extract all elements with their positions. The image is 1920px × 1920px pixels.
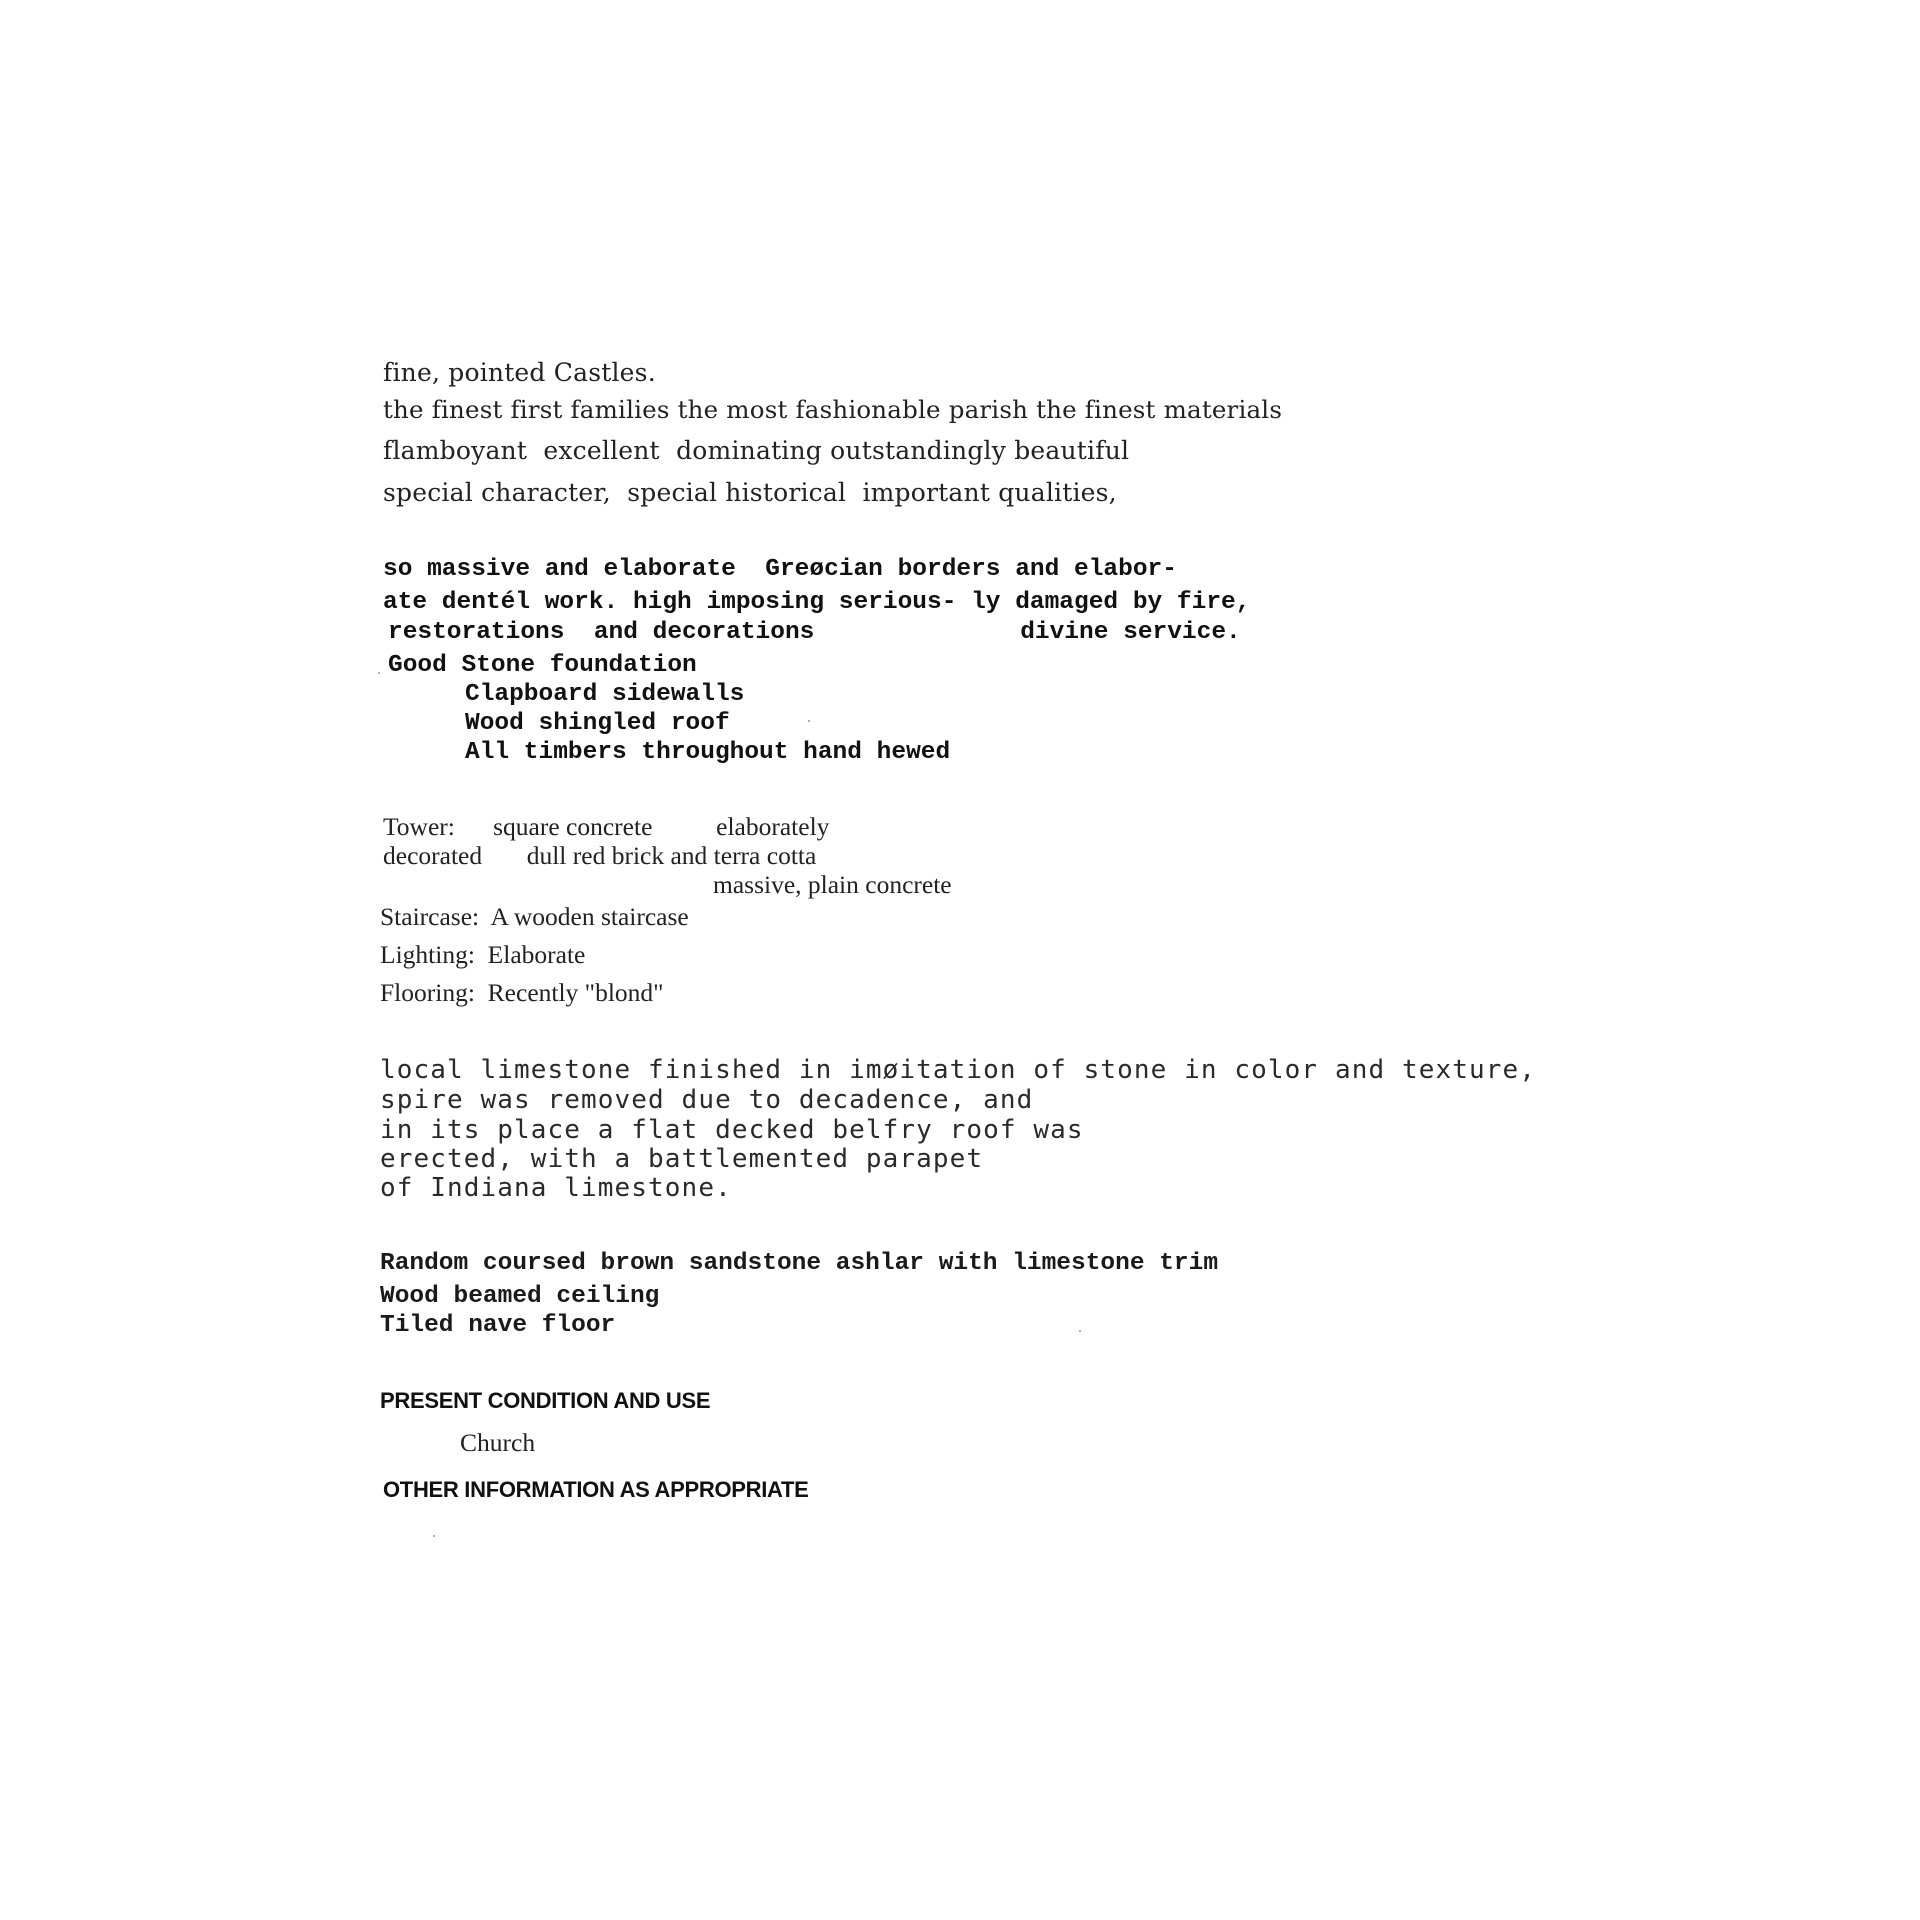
text-line: ate dentél work. high imposing serious- ly damaged by fire, (383, 589, 1251, 616)
text-line: local limestone finished in imøitation of stone in color and texture, (380, 1055, 1536, 1085)
text-line: decorated dull red brick and terra cotta (383, 841, 817, 870)
text-line: so massive and elaborate Greøcian borders and elabor- (383, 556, 1177, 583)
text-line: Tiled nave floor (380, 1312, 616, 1339)
present-use-value: Church (460, 1428, 536, 1457)
text-line: Lighting: Elaborate (380, 940, 586, 969)
text-line: massive, plain concrete (713, 870, 952, 899)
text-line: Clapboard sidewalls (465, 681, 745, 708)
scan-speck (378, 672, 380, 674)
text-line: erected, with a battlemented parapet (380, 1144, 984, 1174)
section-heading-present-condition: PRESENT CONDITION AND USE (380, 1388, 711, 1413)
text-line: Wood shingled roof (465, 710, 730, 737)
text-line: fine, pointed Castles. (383, 358, 656, 387)
section-heading-other-information: OTHER INFORMATION AS APPROPRIATE (383, 1477, 809, 1502)
scan-speck (1079, 1330, 1081, 1332)
text-line: flamboyant excellent dominating outstandingly beautiful (383, 436, 1130, 465)
text-line: special character, special historical important qualities, (383, 478, 1117, 507)
text-line: Random coursed brown sandstone ashlar with limestone trim (380, 1250, 1219, 1277)
text-line: Good Stone foundation (388, 652, 697, 679)
text-line: All timbers throughout hand hewed (465, 739, 951, 766)
text-line: in its place a flat decked belfry roof was (380, 1115, 1084, 1145)
text-line: spire was removed due to decadence, and (380, 1085, 1034, 1115)
text-line: restorations and decorations divine service. (388, 619, 1241, 646)
text-line: Tower: square concrete elaborately (383, 812, 830, 841)
text-line: Wood beamed ceiling (380, 1283, 660, 1310)
scan-speck (433, 1535, 435, 1537)
text-line: Staircase: A wooden staircase (380, 902, 689, 931)
text-line: the finest first families the most fashionable parish the finest materials (383, 395, 1283, 424)
scan-speck (808, 720, 810, 722)
text-line: of Indiana limestone. (380, 1173, 732, 1203)
text-line: Flooring: Recently "blond" (380, 978, 664, 1007)
